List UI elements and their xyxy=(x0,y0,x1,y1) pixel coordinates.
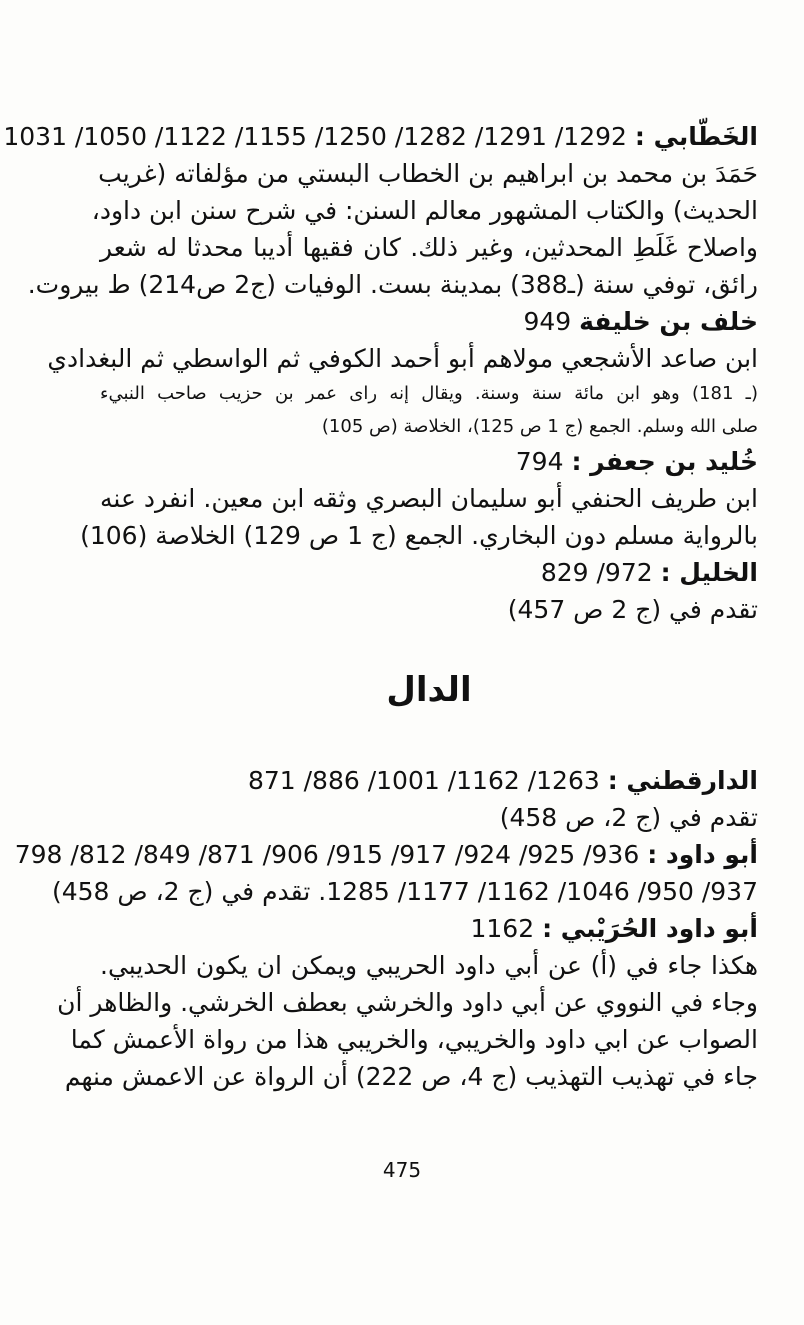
entry-refs: 798 /812 /849 /871 /906 /915 /917 /924 /925 /936 xyxy=(14,840,640,869)
entry-text-line: جاء في تهذيب التهذيب (ج 4، ص 222) أن الرواة عن الاعمش منهم xyxy=(64,1062,758,1091)
entry-text-line: الصواب عن ابي داود والخريبي، والخريبي هذا من رواة الأعمش كما xyxy=(70,1025,758,1054)
entry-heading-line xyxy=(100,762,758,799)
entry-refs: 829 /972 xyxy=(540,558,653,587)
entry-text-line: حَمَدَ بن محمد بن ابراهيم بن الخطاب البستي من مؤلفاته (غريب xyxy=(98,159,758,188)
entry-head: الدارقطني : xyxy=(607,766,758,795)
entry-khalaf-bin-khalifa xyxy=(47,303,758,443)
entry-head: أبو داود الحُرَيْبي : xyxy=(542,914,758,943)
entry-head: خلف بن خليفة xyxy=(579,307,758,336)
entry-abu-dawud xyxy=(14,836,758,910)
entry-footnote-line: (ـ 181) وهو ابن مائة سنة وسنة. ويقال إنه راى عمر بن حزيب صاحب النبيء xyxy=(100,383,758,404)
entry-heading-line xyxy=(100,554,758,591)
entry-text-line: ابن صاعد الأشجعي مولاهم أبو أحمد الكوفي ثم الواسطي ثم البغدادي xyxy=(47,344,758,373)
entry-al-khattabi xyxy=(3,118,758,303)
entry-text-line: ابن طريف الحنفي أبو سليمان البصري وثقه ابن معين. انفرد عنه xyxy=(100,484,758,513)
entry-text-line: وجاء في النووي عن أبي داود والخرشي بعطف الخرشي. والظاهر أن xyxy=(57,988,758,1017)
entry-heading-line xyxy=(14,836,758,873)
entry-head: الخليل : xyxy=(660,558,758,587)
section-title: الدال xyxy=(386,670,472,710)
entry-head: أبو داود : xyxy=(647,840,758,869)
entry-refs: 949 xyxy=(523,307,572,336)
entry-heading-line xyxy=(100,910,758,947)
entry-text-line: تقدم في (ج 2 ص 457) xyxy=(507,595,758,624)
entry-text-line: هكذا جاء في (أ) عن أبي داود الحريبي ويمكن ان يكون الحديبي. xyxy=(100,951,758,980)
entry-head: خُليد بن جعفر : xyxy=(571,447,758,476)
entry-abu-dawud-al-huraybi xyxy=(57,910,758,1095)
entry-text-line: تقدم في (ج 2، ص 458) xyxy=(499,803,758,832)
entry-refs: 871 /886 /1001 /1162 /1263 xyxy=(247,766,600,795)
entry-text-line: الحديث) والكتاب المشهور معالم السنن: في شرح سنن ابن داود، xyxy=(91,196,758,225)
page-number: 475 xyxy=(382,1158,422,1182)
entry-heading-line xyxy=(3,118,758,155)
entry-heading-line xyxy=(100,303,758,340)
entry-heading-line xyxy=(100,443,758,480)
entry-text-line: 937/ 950/ 1046/ 1162/ 1177/ 1285. تقدم في (ج 2، ص 458) xyxy=(51,877,758,906)
entry-text-line: رائق، توفي سنة (ـ388) بمدينة بست. الوفيات (ج2 ص214) ط بيروت. xyxy=(27,270,758,299)
entry-text-line: بالرواية مسلم دون البخاري. الجمع (ج 1 ص 129) الخلاصة (106) xyxy=(80,521,758,550)
entry-al-daraqutni xyxy=(100,762,758,836)
entry-al-khalil xyxy=(100,554,758,628)
entry-refs: 1031 /1050 /1122 /1155 /1250 /1282 /1291 /1292 xyxy=(3,122,627,151)
entry-footnote-line: صلى الله وسلم. الجمع (ج 1 ص 125)، الخلاصة (ص 105) xyxy=(321,416,758,437)
entry-refs: 1162 xyxy=(470,914,535,943)
entry-text-line: واصلاح غَلَطِ المحدثين، وغير ذلك. كان فقيها أديبا محدثا له شعر xyxy=(100,233,758,262)
entry-refs: 794 xyxy=(515,447,564,476)
book-page xyxy=(3,118,758,1095)
entry-head: الخَطّابي : xyxy=(634,122,758,151)
entry-khulaid-bin-jaafar xyxy=(80,443,758,554)
